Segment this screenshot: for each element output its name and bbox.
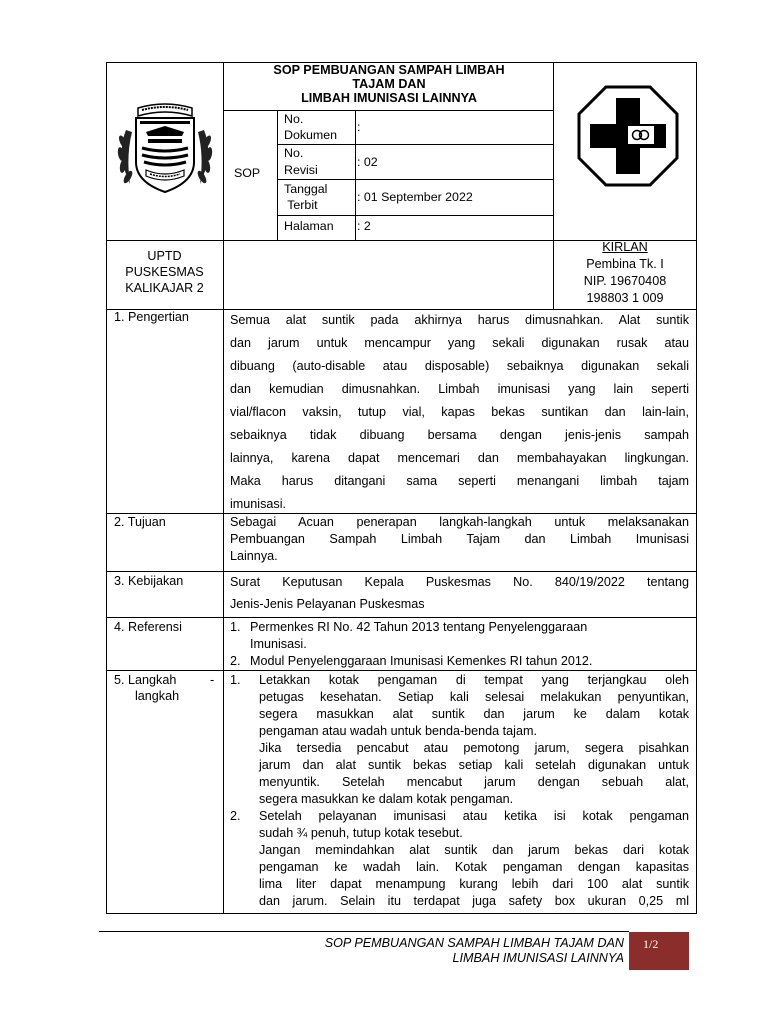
list-line: Permenkes RI No. 42 Tahun 2013 tentang Penyelenggaraan [250,620,588,634]
body-line: Surat Keputusan Kepala Puskesmas No. 840/19/2022 tentang [230,575,689,589]
list-line: Imunisasi. [250,637,307,651]
section-label-dash: - [210,673,215,687]
puskesmas-cross-icon [576,84,680,188]
body-line: Jenis-Jenis Pelayanan Puskesmas [230,597,425,611]
section-label: 3. Kebijakan [114,574,184,588]
field-value: : 01 September 2022 [357,190,473,204]
document-title [224,63,554,105]
list-line: Modul Penyelenggaraan Imunisasi Kemenkes RI tahun 2012. [250,654,593,668]
field-value: : [357,120,361,134]
title-line: LIMBAH IMUNISASI LAINNYA [301,91,477,105]
field-label: No. [284,146,304,160]
body-line: Semua alat suntik pada akhirnya harus dimusnahkan. Alat suntik [230,313,689,327]
signer-nip: NIP. 19670408 [583,274,667,288]
body-line: Lainnya. [230,549,278,563]
page-number: 1/2 [629,932,689,970]
list-number: 2. [230,654,241,668]
regency-seal-icon [112,92,218,200]
step-body [259,808,689,910]
section-body [230,309,689,516]
list-number: 1. [230,620,241,634]
org-line: KALIKAJAR 2 [125,281,204,295]
step-line: jarum dan alat suntik bekas setiap kali setelah digunakan untuk [259,758,689,772]
step-body [259,672,689,808]
signer-block [554,239,696,307]
step-line: segera masukkan ke dalam kotak pengaman. [259,792,514,806]
section-body [230,514,689,565]
step-line: menyuntik. Setelah mencabut jarum dengan sebuah alat, [259,775,689,789]
body-line: vial/flacon vaksin, tutup vial, kapas bekas suntikan dan lain-lain, [230,405,689,419]
field-label: Terbit [284,198,318,212]
reference-list [230,619,689,670]
field-label: No. [284,112,304,126]
section-label: 2. Tujuan [114,515,166,529]
field-value: : 02 [357,155,378,169]
list-item [230,653,689,670]
section-label: 4. Referensi [114,620,182,634]
title-line: SOP PEMBUANGAN SAMPAH LIMBAH [273,63,505,77]
step-line: lima liter dapat menampung kurang lebih dari 100 alat suntik [259,877,689,891]
step-line: Letakkan kotak pengaman di tempat yang terjangkau oleh [259,673,689,687]
list-item [230,808,689,910]
list-number: 2. [230,809,241,823]
footer-rule [99,931,629,932]
steps-list [230,672,689,910]
list-number: 1. [230,673,241,687]
footer-title-line: SOP PEMBUANGAN SAMPAH LIMBAH TAJAM DAN [324,936,624,950]
body-line: imunisasi. [230,497,286,511]
body-line: dan jarum untuk mencampur yang sekali digunakan rusak atau [230,336,689,350]
field-label: Tanggal [284,182,328,196]
body-line: Maka harus ditangani sama seperti menangani limbah tajam [230,474,689,488]
section-body [230,571,689,615]
step-line: Setelah pelayanan imunisasi atau ketika isi kotak pengaman [259,809,689,823]
field-label: Halaman [284,219,334,233]
list-item [230,619,689,653]
org-name [106,248,223,296]
step-line: Jangan memindahkan alat suntik dan jarum bekas dari kotak [259,843,689,857]
body-line: dibuang (auto-disable atau disposable) sebaiknya digunakan sekali [230,359,689,373]
sop-label: SOP [234,166,261,180]
field-value: : 2 [357,219,371,233]
body-line: lainnya, karena dapat mencemari dan membahayakan lingkungan. [230,451,689,465]
step-line: petugas kesehatan. Setiap kali selesai melakukan penyuntikan, [259,690,689,704]
step-line: Jika tersedia pencabut atau pemotong jarum, segera pisahkan [259,741,689,755]
step-line: pengaman ke wadah lain. Kotak pengaman dengan kapasitas [259,860,689,874]
signer-rank: Pembina Tk. I [586,257,664,271]
body-line: Pembuangan Sampah Limbah Tajam dan Limbah Imunisasi [230,532,689,546]
body-line: dan kemudian dimusnahkan. Limbah imunisasi yang lain seperti [230,382,689,396]
body-line: Sebagai Acuan penerapan langkah-langkah untuk melaksanakan [230,515,689,529]
footer-title [325,936,624,966]
signer-nip: 198803 1 009 [586,291,664,305]
step-line: pengaman atau wadah untuk benda-benda tajam. [259,724,537,738]
list-item [230,672,689,808]
org-line: UPTD [147,249,182,263]
footer-title-line: LIMBAH IMUNISASI LAINNYA [452,951,624,965]
field-label: Dokumen [284,128,338,142]
step-line: sudah ¾ penuh, tutup kotak tesebut. [259,826,463,840]
section-label: langkah [135,689,180,703]
section-label: 5. Langkah [114,673,177,687]
title-line: TAJAM DAN [352,77,426,91]
step-line: segera masukkan alat suntik dan jarum ke dalam kotak [259,707,689,721]
section-label: 1. Pengertian [114,310,189,324]
step-line: dan jarum. Selain itu terdapat juga safety box ukuran 0,25 ml [259,894,689,908]
org-line: PUSKESMAS [125,265,204,279]
field-label: Revisi [284,163,318,177]
signer-name: KIRLAN [602,240,648,254]
body-line: sebaiknya tidak dibuang bersama dengan jenis-jenis sampah [230,428,689,442]
